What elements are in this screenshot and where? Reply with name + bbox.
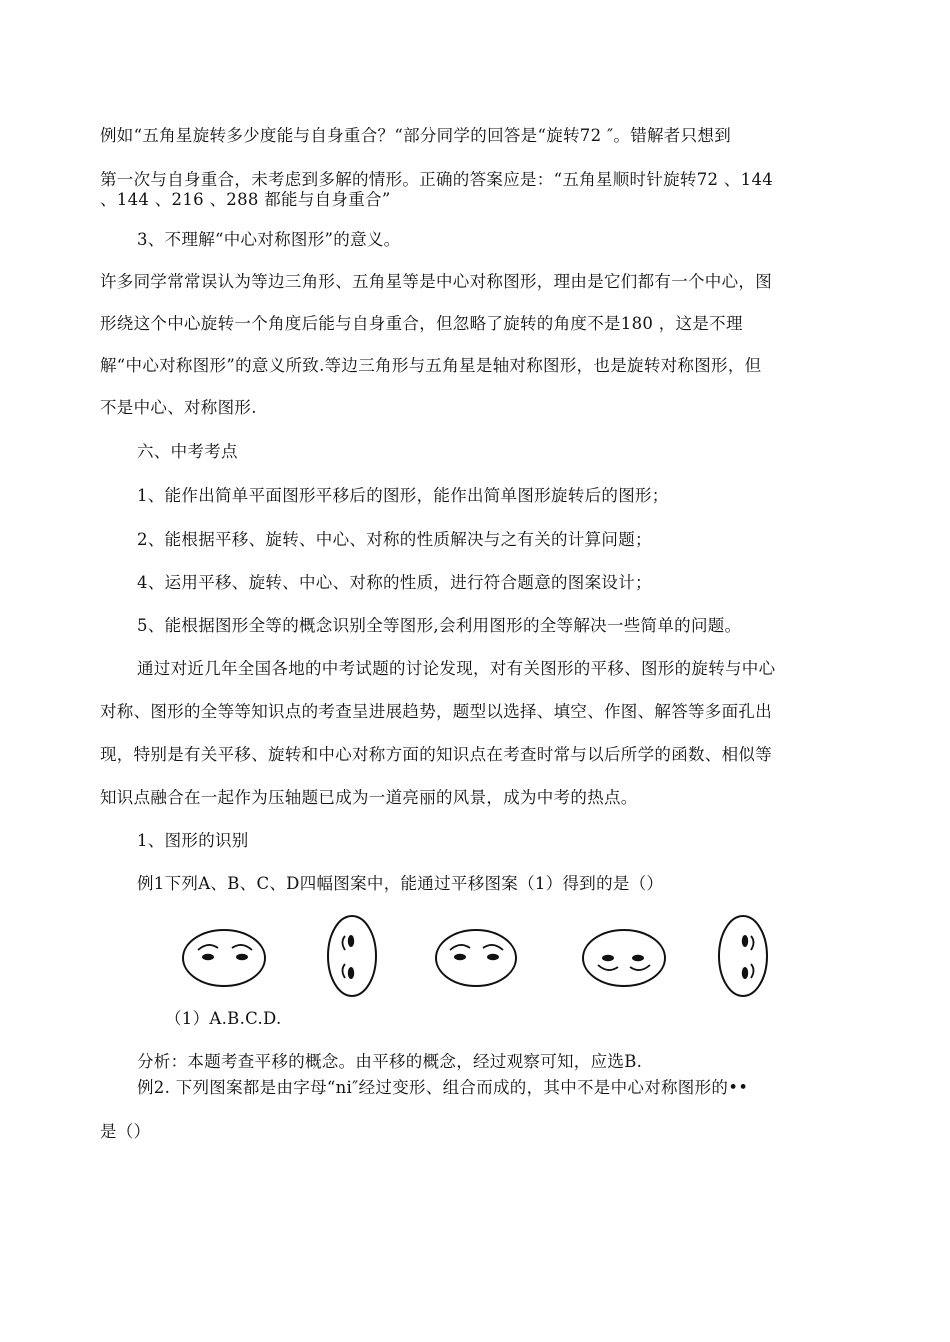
text-line-1: 例如“五角星旋转多少度能与自身重合？“部分同学的回答是“旋转72 ″。错解者只想到 — [100, 126, 732, 145]
text-line-7: 解“中心对称图形”的意义所致.等边三角形与五角星是轴对称图形，也是旋转对称图形，但 — [100, 356, 762, 375]
figure-labels: （1）A.B.C.D. — [165, 1009, 282, 1028]
text-line-2: 第一次与自身重合，未考虑到多解的情形。正确的答案应是：“五角星顺时针旋转72 、144 — [100, 170, 774, 189]
paragraph-line-3: 现，特别是有关平移、旋转和中心对称方面的知识点在考查时常与以后所学的函数、相似等 — [100, 745, 772, 764]
example-1-figures — [170, 908, 790, 1008]
point-4: 4、运用平移、旋转、中心、对称的性质，进行符合题意的图案设计； — [137, 573, 652, 592]
figure-d-face-icon — [719, 916, 767, 996]
figure-b-face-icon — [436, 930, 516, 986]
text-line-6: 形绕这个中心旋转一个角度后能与自身重合，但忽略了旋转的角度不是180 ，这是不理 — [100, 314, 743, 333]
figure-a-face-icon — [328, 916, 376, 996]
section-heading-6: 六、中考考点 — [137, 442, 238, 461]
point-5: 5、能根据图形全等的概念识别全等图形,会利用图形的全等解决一些简单的问题。 — [137, 616, 742, 635]
text-line-5: 许多同学常常误认为等边三角形、五角星等是中心对称图形，理由是它们都有一个中心，图 — [100, 272, 772, 291]
subsection-heading: 1、图形的识别 — [137, 831, 249, 850]
paragraph-line-1: 通过对近几年全国各地的中考试题的讨论发现，对有关图形的平移、图形的旋转与中心 — [137, 659, 776, 678]
example-2-question: 例2. 下列图案都是由字母“ni″经过变形、组合而成的，其中不是中心对称图形的•• — [137, 1078, 749, 1097]
text-line-8: 不是中心、对称图形. — [100, 398, 257, 417]
text-line-3: 、144 、216 、288 都能与自身重合” — [100, 190, 391, 209]
example-2-question-cont: 是（） — [100, 1122, 151, 1141]
paragraph-line-4: 知识点融合在一起作为压轴题已成为一道亮丽的风景，成为中考的热点。 — [100, 788, 638, 807]
figure-c-face-icon — [583, 930, 665, 986]
point-2: 2、能根据平移、旋转、中心、对称的性质解决与之有关的计算问题； — [137, 530, 652, 549]
figure-1-face-icon — [183, 930, 265, 986]
section-heading-3: 3、不理解“中心对称图形”的意义。 — [137, 230, 401, 249]
example-1-question: 例1下列A、B、C、D四幅图案中，能通过平移图案（1）得到的是（） — [137, 874, 664, 893]
analysis: 分析：本题考查平移的概念。由平移的概念，经过观察可知，应选B. — [137, 1052, 643, 1071]
paragraph-line-2: 对称、图形的全等等知识点的考查呈进展趋势，题型以选择、填空、作图、解答等多面孔出 — [100, 702, 772, 721]
point-1: 1、能作出简单平面图形平移后的图形，能作出简单图形旋转后的图形； — [137, 486, 669, 505]
